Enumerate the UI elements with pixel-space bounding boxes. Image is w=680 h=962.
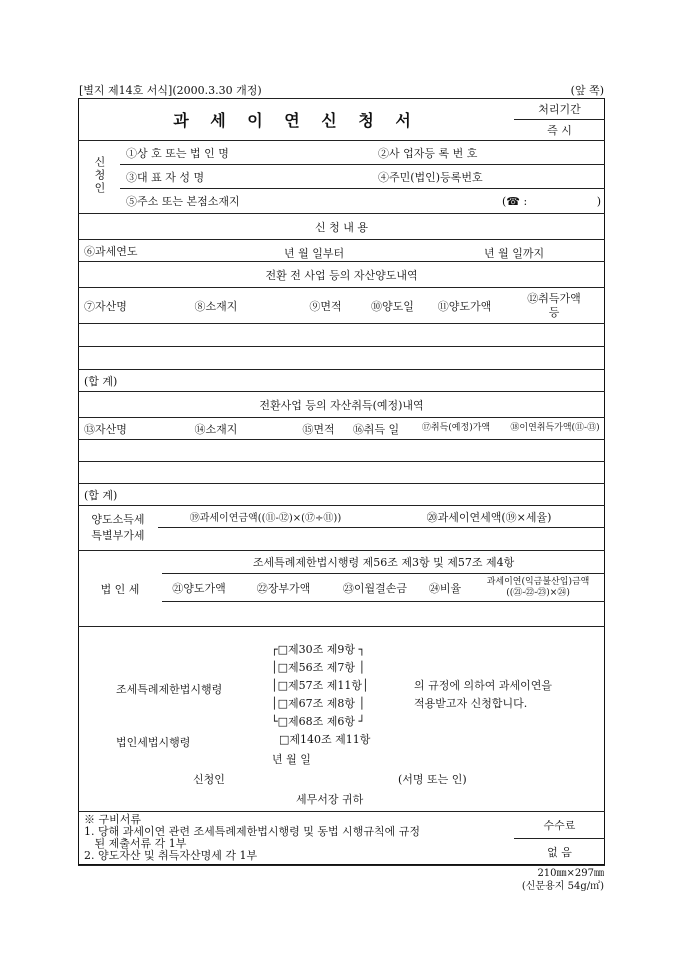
table-cell[interactable] [503, 370, 605, 392]
tax-year-to: 년 월 일까지 [484, 247, 545, 260]
attachment-item: 1. 당해 과세이연 관련 조세특례제한법시행령 및 동법 시행규칙에 규정 [84, 825, 420, 838]
table-cell[interactable] [345, 440, 407, 462]
representative-field[interactable] [262, 165, 372, 189]
page-side: (앞 쪽) [570, 84, 604, 97]
table-cell[interactable] [78, 347, 140, 370]
total-label: (합 계) [78, 370, 140, 392]
article-item[interactable]: ┌□제30조 제9항 ┐ [271, 643, 366, 656]
company-name-field[interactable] [262, 141, 372, 165]
table-cell[interactable] [407, 440, 505, 462]
content-title: 신 청 내 용 [78, 214, 605, 240]
table-cell[interactable] [236, 602, 331, 627]
transfer-title: 전환 전 사업 등의 자산양도내역 [78, 262, 605, 288]
table-cell[interactable] [292, 324, 359, 347]
table-cell[interactable] [419, 602, 471, 627]
article-item[interactable]: □제140조 제11항 [279, 733, 371, 746]
table-cell[interactable] [345, 462, 407, 484]
phone-icon: (☎ : [502, 195, 528, 208]
col-location: ⑧소재지 [140, 288, 292, 324]
signature-field[interactable]: (서명 또는 인) [398, 773, 467, 786]
law-name-2: 법인세법시행령 [116, 736, 191, 749]
table-cell[interactable] [505, 484, 605, 506]
table-cell[interactable] [407, 484, 505, 506]
representative-label: ③대 표 자 성 명 [120, 165, 262, 189]
col-ratio: ㉔비율 [419, 574, 471, 602]
table-cell[interactable] [426, 324, 503, 347]
col-asset-name: ⑦자산명 [78, 288, 140, 324]
table-cell[interactable] [471, 602, 605, 627]
form-title: 과 세 이 연 신 청 서 [78, 99, 514, 141]
table-cell[interactable] [292, 370, 359, 392]
col-book-value: ㉒장부가액 [236, 574, 331, 602]
table-cell[interactable] [78, 324, 140, 347]
fee-label: 수수료 [514, 812, 605, 839]
table-cell[interactable] [359, 324, 426, 347]
resident-no-label: ④주민(법인)등록번호 [372, 165, 506, 189]
table-cell[interactable] [345, 484, 407, 506]
attachment-item: 된 제출서류 각 1부 [84, 837, 187, 850]
deferred-amount-label: ⑲과세이연금액((⑪-⑫)×(⑰÷⑪)) [158, 506, 373, 528]
article-item[interactable]: │□제57조 제11항│ [271, 679, 369, 692]
content-section [78, 213, 605, 262]
acquisition-section [78, 391, 605, 506]
col-deferred-amount: 과세이연(익금불산입)금액 ((㉑-㉒-㉓)×㉔) [471, 574, 605, 602]
declaration-section [78, 632, 605, 811]
tax-year-field[interactable] [164, 240, 605, 262]
tax-year-from: 년 월 일부터 [284, 247, 345, 260]
applicant-sign-label: 신청인 [193, 773, 225, 786]
attachment-item: 2. 양도자산 및 취득자산명세 각 1부 [84, 849, 258, 862]
processing-period-label: 처리기간 [514, 99, 605, 120]
table-cell[interactable] [292, 347, 359, 370]
table-cell[interactable] [505, 462, 605, 484]
address-label: ⑤주소 또는 본점소재지 [120, 189, 262, 214]
col-asset-name: ⑬자산명 [78, 418, 140, 440]
corporate-tax-section [78, 550, 605, 627]
deferred-tax-field[interactable] [373, 528, 605, 551]
table-cell[interactable] [292, 484, 345, 506]
business-reg-label: ②사 업자등 록 번 호 [372, 141, 506, 165]
applicant-label: 신청인 [78, 141, 120, 214]
col-acquisition-price: ⑰취득(예정)가액 [407, 418, 505, 440]
table-cell[interactable] [359, 347, 426, 370]
total-label: (합 계) [78, 484, 140, 506]
col-transfer-date: ⑩양도일 [359, 288, 426, 324]
table-cell[interactable] [426, 370, 503, 392]
special-tax-section [78, 505, 605, 551]
paper-type: (신문용지 54g/㎡) [521, 881, 604, 892]
table-cell[interactable] [331, 602, 419, 627]
recipient: 세무서장 귀하 [296, 793, 364, 806]
table-cell[interactable] [140, 462, 292, 484]
table-cell[interactable] [292, 440, 345, 462]
paper-size: 210㎜×297㎜ [537, 868, 604, 879]
table-cell[interactable] [359, 370, 426, 392]
col-carried-loss: ㉓이월결손금 [331, 574, 419, 602]
special-tax-label: 양도소득세 특별부가세 [78, 506, 158, 551]
attachments-section [78, 811, 605, 866]
table-cell[interactable] [407, 462, 505, 484]
col-location: ⑭소재지 [140, 418, 292, 440]
corporate-tax-label: 법 인 세 [78, 551, 162, 627]
business-reg-field[interactable] [506, 141, 605, 165]
table-cell[interactable] [140, 347, 292, 370]
statement-line-1: 의 규정에 의하여 과세이연을 [414, 679, 553, 692]
corporate-rule-title: 조세특례제한법시행령 제56조 제3항 및 제57조 제4항 [162, 551, 605, 574]
table-cell[interactable] [78, 462, 140, 484]
col-area: ⑨면적 [292, 288, 359, 324]
table-cell[interactable] [140, 484, 292, 506]
statement-line-2: 적용받고자 신청합니다. [414, 697, 528, 710]
table-cell[interactable] [78, 440, 140, 462]
attachments-list [78, 812, 514, 866]
tax-year-label: ⑥과세연도 [78, 240, 164, 262]
acquisition-title: 전환사업 등의 자산취득(예정)내역 [78, 392, 605, 418]
article-item[interactable]: └□제68조 제6항 ┘ [271, 715, 366, 728]
table-cell[interactable] [140, 440, 292, 462]
transfer-section [78, 261, 605, 392]
deferred-amount-field[interactable] [158, 528, 373, 551]
col-area: ⑮면적 [292, 418, 345, 440]
application-date[interactable]: 년 월 일 [272, 753, 311, 766]
col-acquisition-date: ⑯취득 일 [345, 418, 407, 440]
table-cell[interactable] [162, 602, 236, 627]
company-name-label: ①상 호 또는 법 인 명 [120, 141, 262, 165]
table-cell[interactable] [503, 347, 605, 370]
col-transfer-price: ㉑양도가액 [162, 574, 236, 602]
law-name-1: 조세특례제한법시행령 [116, 683, 223, 696]
attachments-title: ※ 구비서류 [84, 813, 142, 826]
col-transfer-price: ⑪양도가액 [426, 288, 503, 324]
applicant-section [78, 140, 605, 214]
processing-period-value: 즉 시 [514, 120, 605, 141]
form-reference: [별지 제14호 서식](2000.3.30 개정) [79, 84, 262, 97]
table-cell[interactable] [426, 347, 503, 370]
fee-value: 없 음 [514, 839, 605, 866]
article-item[interactable]: │□제56조 제7항 │ [271, 661, 366, 674]
resident-no-field[interactable] [506, 165, 605, 189]
deferred-tax-label: ⑳과세이연세액(⑲×세율) [373, 506, 605, 528]
col-acquisition-price: ⑫취득가액 등 [503, 288, 605, 324]
table-cell[interactable] [505, 440, 605, 462]
col-deferred-acquisition: ⑱이연취득가액(⑪-⑬) [505, 418, 605, 440]
title-section [78, 98, 605, 141]
address-field[interactable] [262, 189, 605, 214]
phone-close: ) [596, 195, 601, 208]
table-cell[interactable] [140, 324, 292, 347]
table-cell[interactable] [140, 370, 292, 392]
table-cell[interactable] [503, 324, 605, 347]
table-cell[interactable] [292, 462, 345, 484]
article-item[interactable]: │□제67조 제8항 │ [271, 697, 366, 710]
